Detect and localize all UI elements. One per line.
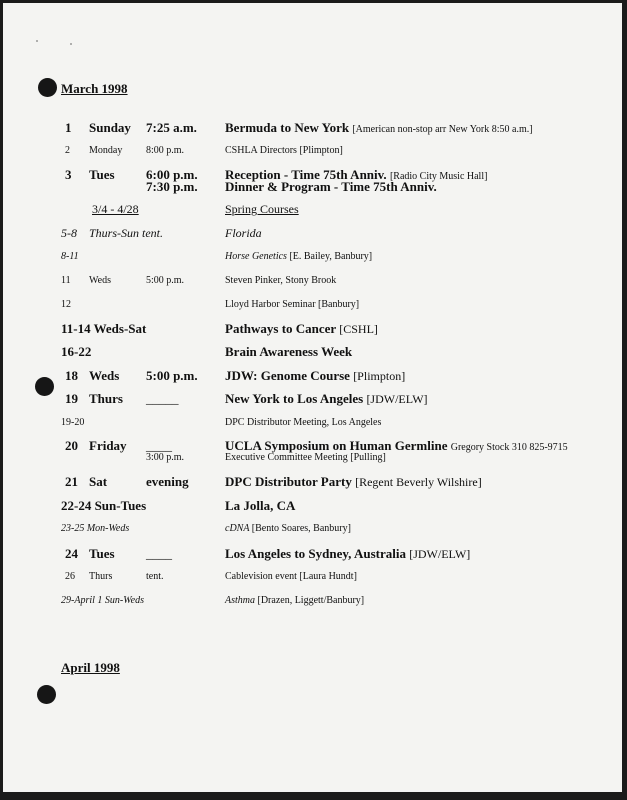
entry-date: 22-24 Sun-Tues [61,498,147,513]
calendar-entry [3,251,622,269]
entry-time: 7:30 p.m. [146,179,198,194]
entry-date: 1 [65,120,72,135]
entry-time: tent. [146,571,164,582]
entry-note: [Regent Beverly Wilshire] [355,475,482,489]
entry-event: Brain Awareness Week [225,344,353,359]
entry-day: Thurs [89,571,113,582]
entry-event: Los Angeles to Sydney, Australia [JDW/ELW] [225,546,471,561]
entry-time: 8:00 p.m. [146,145,185,156]
entry-date: 26 [65,571,75,582]
month-heading-march: March 1998 [61,81,128,96]
calendar-entry [3,595,622,613]
entry-date: 11 [61,275,71,286]
calendar-entry [3,474,622,492]
entry-event: CSHLA Directors [Plimpton] [225,145,343,156]
entry-time-blank: ____ [146,546,172,561]
entry-day: Weds [89,275,111,286]
entry-date: 16-22 [61,344,92,359]
entry-day: Weds [89,368,120,383]
entry-date: 19-20 [61,417,85,428]
entry-event: Spring Courses [225,202,299,216]
calendar-entry [3,523,622,541]
calendar-entry [3,275,622,293]
entry-note: [American non-stop arr New York 8:50 a.m.] [352,124,533,135]
entry-date: 8-11 [61,251,79,262]
entry-event: DPC Distributor Meeting, Los Angeles [225,417,382,428]
entry-note: [E. Bailey, Banbury] [289,251,373,262]
entry-day: Tues [89,167,115,182]
entry-time: evening [146,474,189,489]
calendar-entry [3,498,622,516]
entry-event: Steven Pinker, Stony Brook [225,275,337,286]
calendar-entry [3,546,622,564]
entry-event: La Jolla, CA [225,498,296,513]
entry-time: 5:00 p.m. [146,368,198,383]
calendar-entry-continuation [3,452,622,470]
entry-date: 2 [65,145,70,156]
entry-date: 23-25 Mon-Weds [61,523,130,534]
punch-hole [37,685,56,704]
entry-time: 7:25 a.m. [146,120,197,135]
calendar-entry [3,391,622,409]
entry-day: Thurs [89,391,123,406]
entry-date: 5-8 [61,226,77,240]
entry-note: [Plimpton] [353,369,406,383]
paper-speck [36,40,38,42]
entry-date: 21 [65,474,78,489]
month-heading-april: April 1998 [61,660,120,675]
entry-date: 11-14 Weds-Sat [61,321,147,336]
entry-note: [Bento Soares, Banbury] [251,523,351,534]
entry-day: Sat [89,474,108,489]
entry-date: 19 [65,391,78,406]
entry-event: Cablevision event [Laura Hundt] [225,571,357,582]
calendar-entry [3,344,622,362]
entry-event: Asthma [Drazen, Liggett/Banbury] [225,595,365,606]
entry-day: Tues [89,546,115,561]
entry-note: [Drazen, Liggett/Banbury] [257,595,365,606]
punch-hole [38,78,57,97]
entry-note: [JDW/ELW] [409,547,471,561]
calendar-entry [3,571,622,589]
entry-time-blank: _____ [146,391,179,406]
entry-date: 3/4 - 4/28 [92,202,139,216]
entry-day: Thurs-Sun tent. [89,226,164,240]
calendar-entry [3,368,622,386]
paper-speck [70,43,72,45]
entry-event: Reception - Time 75th Anniv. [Radio City Music Hall] [225,167,488,182]
entry-event: New York to Los Angeles [JDW/ELW] [225,391,428,406]
entry-note: [JDW/ELW] [366,392,428,406]
entry-date: 24 [65,546,78,561]
entry-event: JDW: Genome Course [Plimpton] [225,368,406,383]
entry-time: 5:00 p.m. [146,275,185,286]
calendar-entry-continuation [3,179,622,197]
calendar-entry [3,120,622,138]
entry-event: cDNA [Bento Soares, Banbury] [225,523,351,534]
entry-event: Pathways to Cancer [CSHL] [225,321,378,336]
entry-time: 6:00 p.m. [146,167,198,182]
entry-note: [CSHL] [339,322,378,336]
entry-day: Monday [89,145,123,156]
entry-date: 18 [65,368,78,383]
calendar-entry [3,299,622,317]
document-page [3,3,622,792]
entry-event: Florida [225,226,262,240]
entry-event: UCLA Symposium on Human Germline Gregory Stock 310 825-9715 [225,438,568,453]
calendar-entry [3,145,622,163]
entry-event: Horse Genetics [E. Bailey, Banbury] [225,251,373,262]
entry-event: DPC Distributor Party [Regent Beverly Wilshire] [225,474,482,489]
calendar-entry [3,226,622,244]
entry-date: 29-April 1 Sun-Weds [61,595,144,606]
entry-day: Friday [89,438,127,453]
entry-event: Lloyd Harbor Seminar [Banbury] [225,299,360,310]
entry-date: 3 [65,167,72,182]
entry-date: 20 [65,438,78,453]
entry-event: Dinner & Program - Time 75th Anniv. [225,179,437,194]
calendar-entry [3,417,622,435]
calendar-entry [3,321,622,339]
entry-note: Gregory Stock 310 825-9715 [450,442,568,453]
entry-day: Sunday [89,120,131,135]
entry-date: 12 [61,299,71,310]
entry-time-blank: ____ [146,438,172,453]
entry-event: Executive Committee Meeting [Pulling] [225,452,386,463]
entry-time: 3:00 p.m. [146,452,185,463]
entry-note: [Radio City Music Hall] [389,171,488,182]
calendar-entry [3,202,622,220]
entry-event: Bermuda to New York [American non-stop arr New York 8:50 a.m.] [225,120,533,135]
